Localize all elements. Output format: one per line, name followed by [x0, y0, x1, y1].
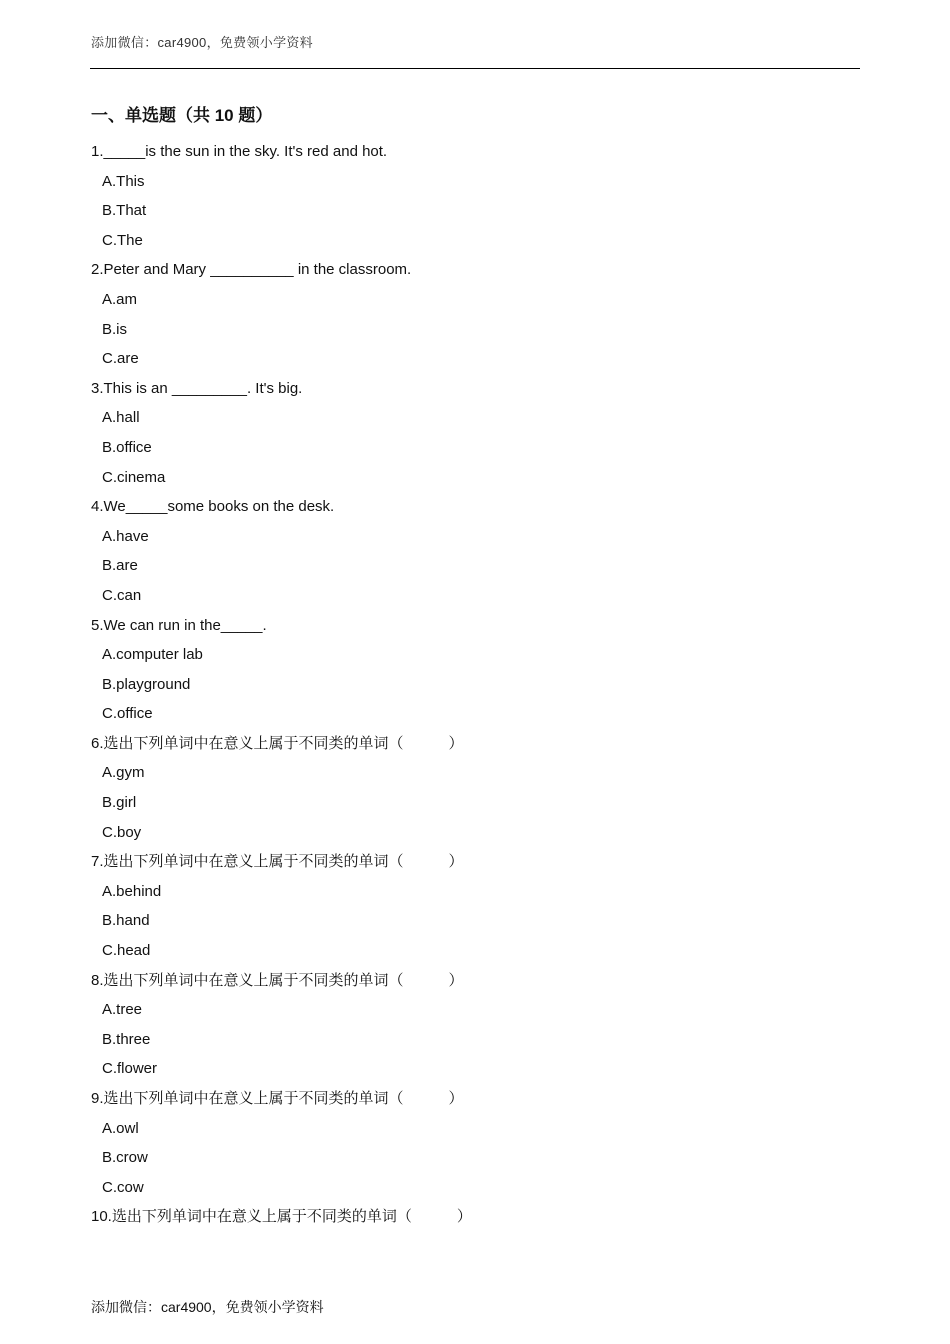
answer-option[interactable]: B.playground	[102, 675, 191, 693]
answer-option[interactable]: A.am	[102, 290, 138, 308]
question-item	[91, 1202, 851, 1232]
question-stem: 8.选出下列单词中在意义上属于不同类的单词（ ）	[91, 971, 464, 989]
question-item	[91, 847, 851, 965]
answer-option[interactable]: A.have	[102, 527, 149, 545]
question-list	[91, 137, 851, 1232]
question-item	[91, 492, 851, 610]
answer-option[interactable]: C.office	[102, 705, 153, 723]
question-item	[91, 255, 851, 373]
question-stem: 9.选出下列单词中在意义上属于不同类的单词（ ）	[91, 1090, 464, 1107]
question-stem: 10.选出下列单词中在意义上属于不同类的单词（ ）	[91, 1208, 472, 1226]
answer-option[interactable]: C.can	[102, 586, 142, 604]
answer-option[interactable]: B.office	[102, 438, 152, 456]
question-stem: 5.We can run in the_____.	[91, 616, 267, 634]
page-footer-text: 添加微信：car4900，免费领小学资料	[91, 1299, 324, 1315]
answer-option[interactable]: A.owl	[102, 1119, 139, 1137]
answer-option[interactable]: B.girl	[102, 794, 137, 812]
answer-option[interactable]: C.cinema	[102, 468, 166, 486]
answer-option[interactable]: C.cow	[102, 1178, 144, 1196]
answer-option[interactable]: A.This	[102, 172, 145, 190]
answer-option[interactable]: A.gym	[102, 764, 145, 782]
question-item	[91, 374, 851, 492]
question-stem: 2.Peter and Mary __________ in the classroom.	[91, 261, 412, 279]
answer-option[interactable]: C.The	[102, 231, 143, 249]
section-title: 一、单选题（共 10 题）	[91, 106, 273, 125]
question-stem: 4.We_____some books on the desk.	[91, 498, 335, 516]
question-item	[91, 966, 851, 1084]
answer-option[interactable]: B.That	[102, 202, 147, 220]
answer-option[interactable]: A.hall	[102, 409, 140, 427]
answer-option[interactable]: B.are	[102, 557, 138, 575]
question-stem: 7.选出下列单词中在意义上属于不同类的单词（ ）	[91, 853, 464, 871]
header-divider	[90, 68, 860, 69]
question-stem: 1._____is the sun in the sky. It's red and hot.	[91, 143, 388, 160]
answer-option[interactable]: A.behind	[102, 882, 162, 900]
answer-option[interactable]: B.is	[102, 320, 128, 338]
question-item	[91, 729, 851, 847]
answer-option[interactable]: C.head	[102, 942, 151, 960]
question-item	[91, 611, 851, 729]
answer-option[interactable]: C.are	[102, 350, 139, 368]
answer-option[interactable]: C.flower	[102, 1060, 158, 1078]
answer-option[interactable]: A.tree	[102, 1001, 143, 1019]
question-item	[91, 1084, 851, 1202]
answer-option[interactable]: A.computer lab	[102, 646, 203, 664]
answer-option[interactable]: B.hand	[102, 912, 150, 930]
question-item	[91, 137, 851, 255]
question-stem: 6.选出下列单词中在意义上属于不同类的单词（ ）	[91, 734, 464, 752]
answer-option[interactable]: C.boy	[102, 823, 142, 841]
question-stem: 3.This is an _________. It's big.	[91, 379, 303, 397]
page-header-text: 添加微信：car4900，免费领小学资料	[91, 35, 313, 50]
answer-option[interactable]: B.three	[102, 1030, 151, 1048]
answer-option[interactable]: B.crow	[102, 1149, 148, 1167]
